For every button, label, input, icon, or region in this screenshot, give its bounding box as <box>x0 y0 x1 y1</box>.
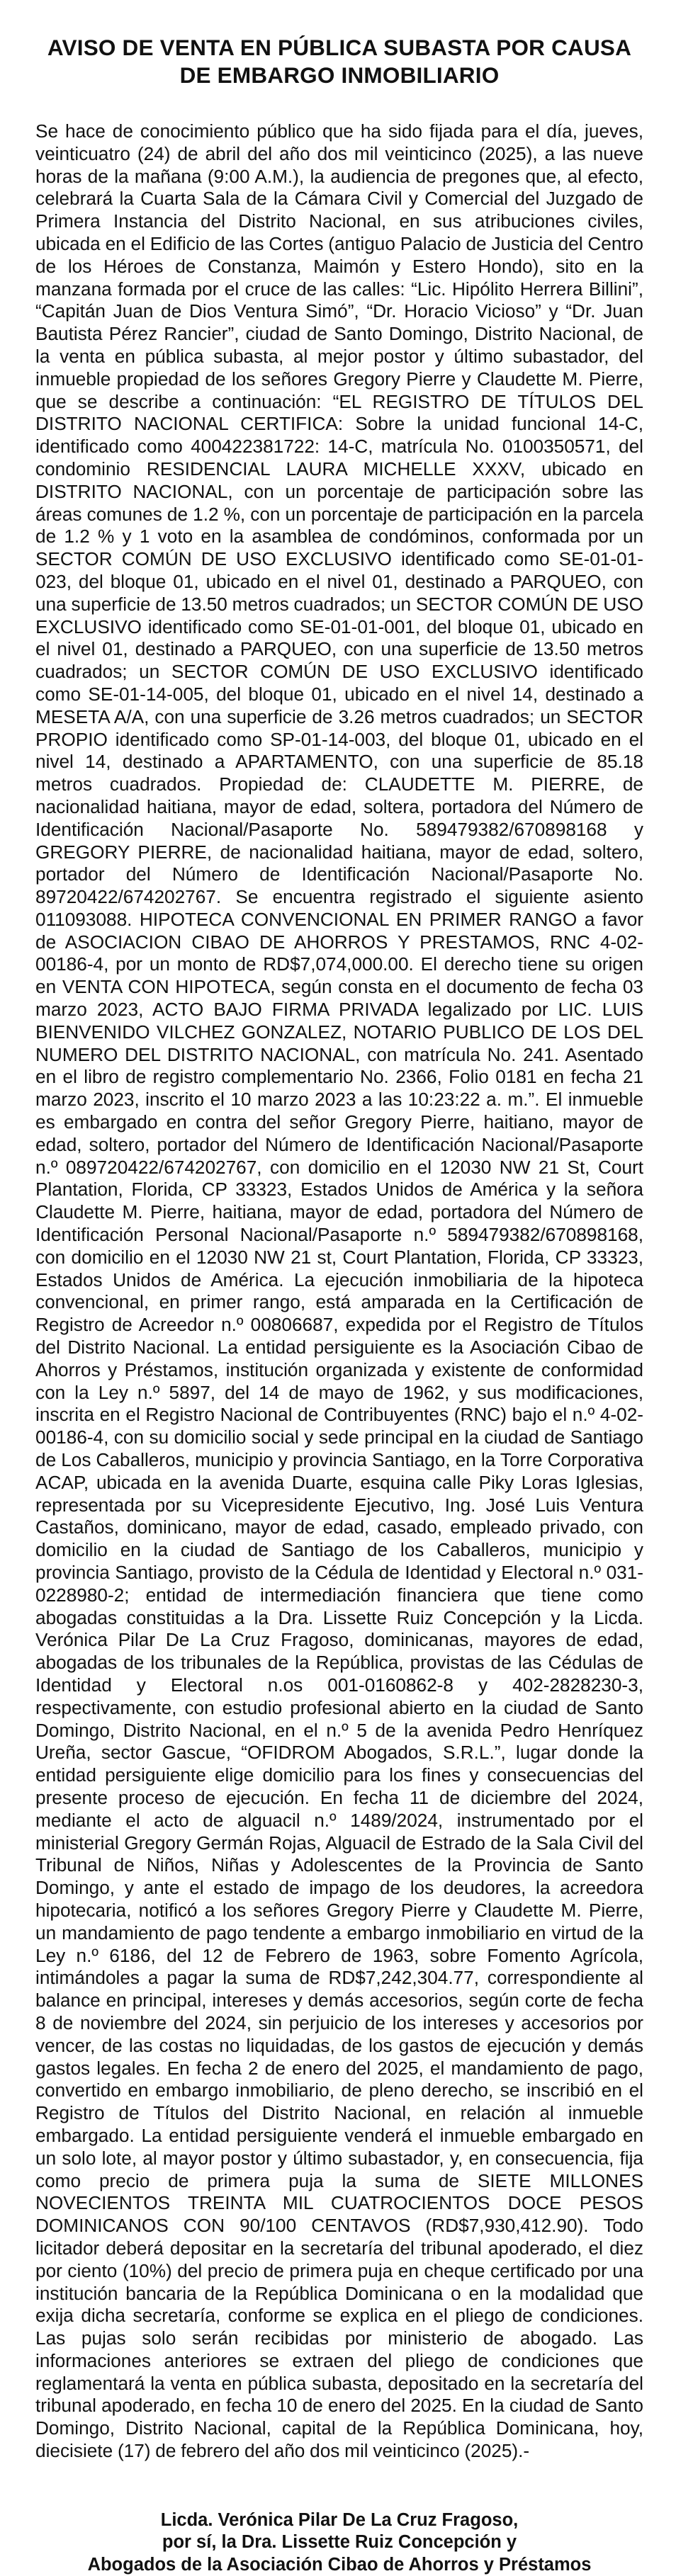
signature-line-2: por sí, la Dra. Lissette Ruiz Concepción y <box>162 2532 517 2553</box>
signature-line-3: Abogados de la Asociación Cibao de Ahorros y Préstamos <box>87 2554 592 2575</box>
signature-block <box>35 2509 643 2576</box>
signature-line-1: Licda. Verónica Pilar De La Cruz Fragoso, <box>160 2509 519 2530</box>
notice-title: AVISO DE VENTA EN PÚBLICA SUBASTA POR CAUSA DE EMBARGO INMOBILIARIO <box>47 35 632 88</box>
notice-body: Se hace de conocimiento público que ha sido fijada para el día, jueves, veinticuatro (24) de abril del año dos mil veinticinco (2025), a las nueve horas de la mañana (9:00 A.M.), la audiencia de pregones que, al efecto, celebrará la Cuarta Sala de la Cámara Civil y Comercial del Juzgado de Primera Instancia del Distrito Nacional, en sus atribuciones civiles, ubicada en el Edificio de las Cortes (antiguo Palacio de Justicia del Centro de los Héroes de Constanza, Maimón y Estero Hondo), sito en la manzana formada por el cruce de las calles: “Lic. Hipólito Herrera Billini”, “Capitán Juan de Dios Ventura Simó”, “Dr. Horacio Vicioso” y “Dr. Juan Bautista Pérez Rancier”, ciudad de Santo Domingo, Distrito Nacional, de la venta en pública subasta, al mejor postor y último subastador, del inmueble propiedad de los señores Gregory Pierre y Claudette M. Pierre, que se describe a continuación: “EL REGISTRO DE TÍTULOS DEL DISTRITO NACIONAL CERTIFICA: Sobre la unidad funcional 14-C, identificado como 400422381722: 14-C, matrícula No. 0100350571, del condominio RESIDENCIAL LAURA MICHELLE XXXV, ubicado en DISTRITO NACIONAL, con un porcentaje de participación sobre las áreas comunes de 1.2 %, con un porcentaje de participación en la parcela de 1.2 % y 1 voto en la asamblea de condóminos, conformada por un SECTOR COMÚN DE USO EXCLUSIVO identificado como SE-01-01-023, del bloque 01, ubicado en el nivel 01, destinado a PARQUEO, con una superficie de 13.50 metros cuadrados; un SECTOR COMÚN DE USO EXCLUSIVO identificado como SE-01-01-001, del bloque 01, ubicado en el nivel 01, destinado a PARQUEO, con una superficie de 13.50 metros cuadrados; un SECTOR COMÚN DE USO EXCLUSIVO identificado como SE-01-14-005, del bloque 01, ubicado en el nivel 14, destinado a MESETA A/A, con una superficie de 3.26 metros cuadrados; un SECTOR PROPIO identificado como SP-01-14-003, del bloque 01, ubicado en el nivel 14, destinado a APARTAMENTO, con una superficie de 85.18 metros cuadrados. Propiedad de: CLAUDETTE M. PIERRE, de nacionalidad haitiana, mayor de edad, soltera, portadora del Número de Identificación Nacional/Pasaporte No. 589479382/670898168 y GREGORY PIERRE, de nacionalidad haitiana, mayor de edad, soltero, portador del Número de Identificación Nacional/Pasaporte No. 89720422/674202767. Se encuentra registrado el siguiente asiento 011093088. HIPOTECA CONVENCIONAL EN PRIMER RANGO a favor de ASOCIACION CIBAO DE AHORROS Y PRESTAMOS, RNC 4-02-00186-4, por un monto de RD$7,074,000.00. El derecho tiene su origen en VENTA CON HIPOTECA, según consta en el documento de fecha 03 marzo 2023, ACTO BAJO FIRMA PRIVADA legalizado por LIC. LUIS BIENVENIDO VILCHEZ GONZALEZ, NOTARIO PUBLICO DE LOS DEL NUMERO DEL DISTRITO NACIONAL, con matrícula No. 241. Asentado en el libro de registro complementario No. 2366, Folio 0181 en fecha 21 marzo 2023, inscrito el 10 marzo 2023 a las 10:23:22 a. m.”. El inmueble es embargado en contra del señor Gregory Pierre, haitiano, mayor de edad, soltero, portador del Número de Identificación Nacional/Pasaporte n.º 089720422/674202767, con domicilio en el 12030 NW 21 St, Court Plantation, Florida, CP 33323, Estados Unidos de América y la señora Claudette M. Pierre, haitiana, mayor de edad, portadora del Número de Identificación Personal Nacional/Pasaporte n.º 589479382/670898168, con domicilio en el 12030 NW 21 st, Court Plantation, Florida, CP 33323, Estados Unidos de América. La ejecución inmobiliaria de la hipoteca convencional, en primer rango, está amparada en la Certificación de Registro de Acreedor n.º 00806687, expedida por el Registro de Títulos del Distrito Nacional. La entidad persiguiente es la Asociación Cibao de Ahorros y Préstamos, institución organizada y existente de conformidad con la Ley n.º 5897, del 14 de mayo de 1962, y sus modificaciones, inscrita en el Registro Nacional de Contribuyentes (RNC) bajo el n.º 4-02-00186-4, con su domicilio social y sede principal en la ciudad de Santiago de Los Caballeros, municipio y provincia Santiago, en la Torre Corporativa ACAP, ubicada en la avenida Duarte, esquina calle Piky Loras Iglesias, representada por su Vicepresidente Ejecutivo, Ing. José Luis Ventura Castaños, dominicano, mayor de edad, casado, empleado privado, con domicilio en la ciudad de Santiago de los Caballeros, municipio y provincia Santiago, provisto de la Cédula de Identidad y Electoral n.º 031-0228980-2; entidad de intermediación financiera que tiene como abogadas constituidas a la Dra. Lissette Ruiz Concepción y la Licda. Verónica Pilar De La Cruz Fragoso, dominicanas, mayores de edad, abogadas de los tribunales de la República, provistas de las Cédulas de Identidad y Electoral n.os 001-0160862-8 y 402-2828230-3, respectivamente, con estudio profesional abierto en la ciudad de Santo Domingo, Distrito Nacional, en el n.º 5 de la avenida Pedro Henríquez Ureña, sector Gascue, “OFIDROM Abogados, S.R.L.”, lugar donde la entidad persiguiente elige domicilio para los fines y consecuencias del presente proceso de ejecución. En fecha 11 de diciembre del 2024, mediante el acto de alguacil n.º 1489/2024, instrumentado por el ministerial Gregory Germán Rojas, Alguacil de Estrado de la Sala Civil del Tribunal de Niños, Niñas y Adolescentes de la Provincia de Santo Domingo, y ante el estado de impago de los deudores, la acreedora hipotecaria, notificó a los señores Gregory Pierre y Claudette M. Pierre, un mandamiento de pago tendente a embargo inmobiliario en virtud de la Ley n.º 6186, del 12 de Febrero de 1963, sobre Fomento Agrícola, intimándoles a pagar la suma de RD$7,242,304.77, correspondiente al balance en principal, intereses y demás accesorios, según corte de fecha 8 de noviembre del 2024, sin perjuicio de los intereses y accesorios por vencer, de las costas no liquidadas, de los gastos de ejecución y demás gastos legales. En fecha 2 de enero del 2025, el mandamiento de pago, convertido en embargo inmobiliario, de pleno derecho, se inscribió en el Registro de Títulos del Distrito Nacional, en relación al inmueble embargado. La entidad persiguiente venderá el inmueble embargado en un solo lote, al mayor postor y último subastador, y, en consecuencia, fija como precio de primera puja la suma de SIETE MILLONES NOVECIENTOS TREINTA MIL CUATROCIENTOS DOCE PESOS DOMINICANOS CON 90/100 CENTAVOS (RD$7,930,412.90). Todo licitador deberá depositar en la secretaría del tribunal apoderado, el diez por ciento (10%) del precio de primera puja en cheque certificado por una institución bancaria de la República Dominicana o en la modalidad que exija dicha secretaría, conforme se explica en el pliego de condiciones. Las pujas solo serán recibidas por ministerio de abogado. Las informaciones anteriores se extraen del pliego de condiciones que reglamentará la venta en pública subasta, depositado en la secretaría del tribunal apoderado, en fecha 10 de enero del 2025. En la ciudad de Santo Domingo, Distrito Nacional, capital de la República Dominicana, hoy, diecisiete (17) de febrero del año dos mil veinticinco (2025).- <box>35 120 643 2462</box>
